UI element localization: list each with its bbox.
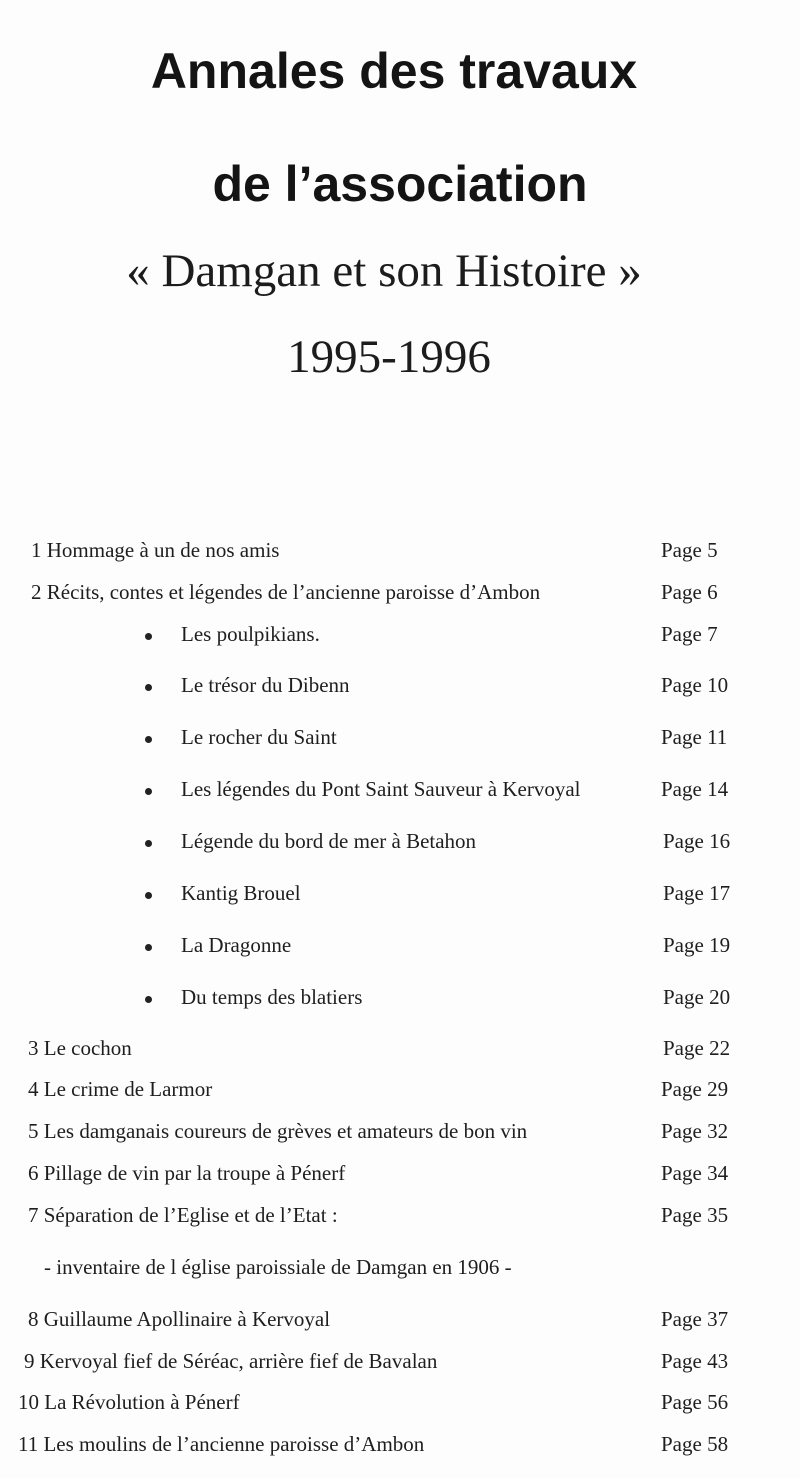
toc-entry-page: Page 5	[661, 538, 718, 562]
toc-entry-page: Page 58	[661, 1432, 729, 1456]
toc-entry-page: Page 43	[661, 1349, 729, 1373]
toc-entry-label: 2 Récits, contes et légendes de l’ancienne paroisse d’Ambon	[31, 580, 541, 604]
toc-entry-label: 10 La Révolution à Pénerf	[18, 1390, 240, 1414]
toc-subentry-label: Le rocher du Saint	[181, 725, 337, 749]
bullet-icon	[145, 736, 152, 743]
toc-entry-page: Page 32	[661, 1119, 729, 1143]
toc-entry-page: Page 10	[661, 673, 729, 697]
toc-entry-page: Page 56	[661, 1390, 729, 1414]
toc-entry-page: Page 34	[661, 1161, 729, 1185]
toc-subentry-label: La Dragonne	[181, 933, 292, 957]
toc-entry-page: Page 22	[663, 1036, 731, 1060]
toc-entry-label: 8 Guillaume Apollinaire à Kervoyal	[28, 1307, 331, 1331]
title-years: 1995-1996	[287, 331, 491, 383]
title-line-2: de l’association	[212, 156, 588, 212]
toc-entry-page: Page 19	[663, 933, 731, 957]
toc-entry-label: 5 Les damganais coureurs de grèves et amateurs de bon vin	[28, 1119, 528, 1143]
toc-entry-note: - inventaire de l église paroissiale de Damgan en 1906 -	[44, 1255, 512, 1279]
bullet-icon	[145, 840, 152, 847]
bullet-icon	[145, 944, 152, 951]
bullet-icon	[145, 892, 152, 899]
toc-entry-page: Page 6	[661, 580, 718, 604]
toc-entry-page: Page 35	[661, 1203, 729, 1227]
toc-entry-page: Page 20	[663, 985, 731, 1009]
toc-entry-page: Page 37	[661, 1307, 729, 1331]
toc-subentry-label: Légende du bord de mer à Betahon	[181, 829, 477, 853]
toc-subentry-label: Le trésor du Dibenn	[181, 673, 350, 697]
toc-entry-page: Page 14	[661, 777, 729, 801]
toc-subentry-label: Du temps des blatiers	[181, 985, 363, 1009]
toc-subentry-label: Kantig Brouel	[181, 881, 301, 905]
title-association-name: « Damgan et son Histoire »	[126, 245, 642, 297]
toc-entry-label: 11 Les moulins de l’ancienne paroisse d’Ambon	[18, 1432, 425, 1456]
toc-entry-label: 1 Hommage à un de nos amis	[31, 538, 280, 562]
toc-entry-label: 7 Séparation de l’Eglise et de l’Etat :	[28, 1203, 338, 1227]
toc-entry-label: 4 Le crime de Larmor	[28, 1077, 213, 1101]
toc-entry-page: Page 29	[661, 1077, 729, 1101]
toc-entry-page: Page 7	[661, 622, 718, 646]
toc-entry-page: Page 16	[663, 829, 731, 853]
toc-entry-label: 9 Kervoyal fief de Séréac, arrière fief de Bavalan	[24, 1349, 438, 1373]
toc-entry-page: Page 11	[661, 725, 728, 749]
toc-entry-label: 3 Le cochon	[28, 1036, 132, 1060]
bullet-icon	[145, 788, 152, 795]
toc-subentry-label: Les légendes du Pont Saint Sauveur à Kervoyal	[181, 777, 581, 801]
bullet-icon	[145, 633, 152, 640]
toc-entry-page: Page 17	[663, 881, 731, 905]
toc-subentry-label: Les poulpikians.	[181, 622, 320, 646]
bullet-icon	[145, 996, 152, 1003]
toc-entry-label: 6 Pillage de vin par la troupe à Pénerf	[28, 1161, 346, 1185]
bullet-icon	[145, 684, 152, 691]
title-line-1: Annales des travaux	[150, 43, 638, 99]
